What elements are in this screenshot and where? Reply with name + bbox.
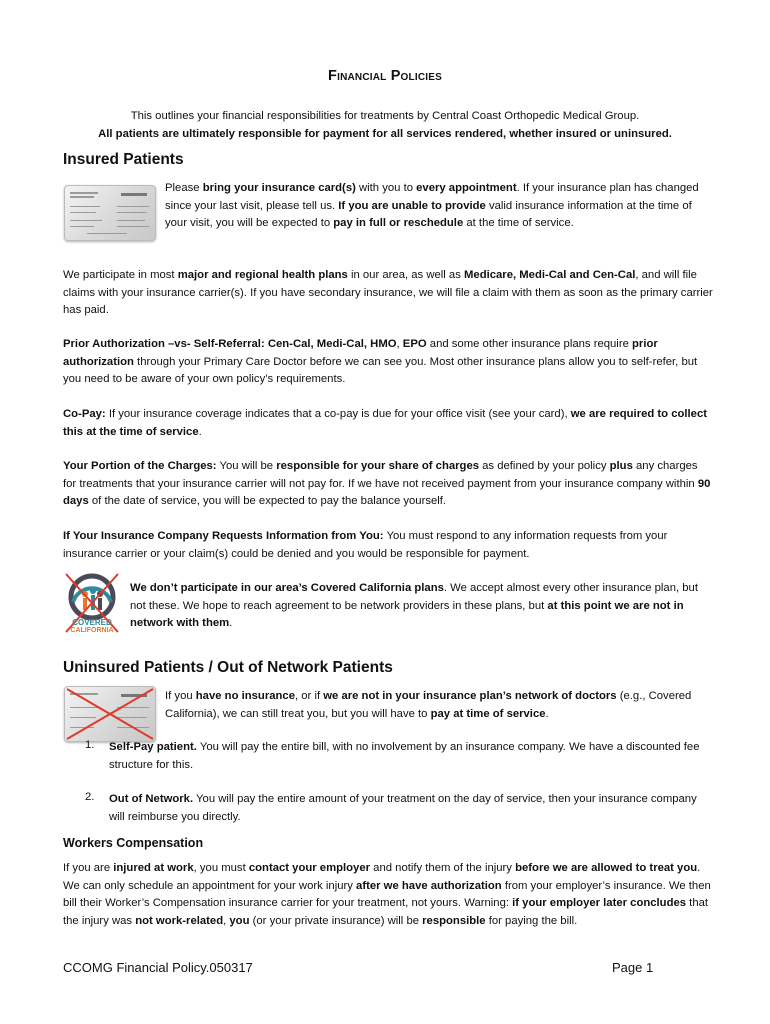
portion-of-charges-paragraph: Your Portion of the Charges: You will be responsible for your share of charges as defined by your policy plus any charges for treatments that your insurance carrier will not pay for. If we have not received payment from your insurance company within 90 days of the date of service, you will be expected to pay the balance yourself. [63, 460, 711, 508]
bring-card-paragraph: Please bring your insurance card(s) with you to every appointment. If your insurance plan has changed since your last visit, please tell us. If you are unable to provide valid insurance information at the time of your visit, you will be expected to pay in full or reschedule at the time of service. [165, 182, 699, 230]
intro-text: This outlines your financial responsibilities for treatments by Central Coast Orthopedic Medical Group. [130, 110, 640, 122]
footer-page-number: Page 1 [612, 960, 654, 975]
list-item: Self-Pay patient. You will pay the entire bill, with no involvement by an insurance company. We have a discounted fee structure for this. [109, 741, 700, 771]
uninsured-heading: Uninsured Patients / Out of Network Patients [63, 659, 393, 676]
workers-comp-paragraph: If you are injured at work, you must contact your employer and notify them of the injury before we are allowed to treat you. We can only schedule an appointment for your work injury after we have authorization from your employer’s insurance. We then bill their Worker’s Compensation insurance carrier for your treatment, not yours. Warning: if your employer later concludes that the injury was not work-related, you (or your private insurance) will be responsible for paying the bill. [63, 862, 711, 927]
crossed-insurance-card-image [64, 686, 156, 742]
cross-out-mark [65, 687, 155, 741]
logo-text-line2: CALIFORNIA [70, 627, 114, 634]
covered-california-paragraph: We don’t participate in our area’s Covered California plans. We accept almost every other insurance plan, but not these. We hope to reach agreement to be network providers in these plans, but at this point we are not in network with them. [130, 582, 698, 630]
workers-comp-heading: Workers Compensation [63, 836, 204, 850]
list-item-number: 2. [85, 791, 95, 803]
uninsured-paragraph: If you have no insurance, or if we are not in your insurance plan’s network of doctors (e.g., Covered California), we can still treat you, but you will have to pay at time of service. [165, 690, 692, 720]
footer-document-id: CCOMG Financial Policy.050317 [63, 960, 253, 975]
list-item: Out of Network. You will pay the entire amount of your treatment on the day of service, then your insurance company will reimburse you directly. [109, 793, 697, 823]
info-request-paragraph: If Your Insurance Company Requests Information from You: You must respond to any information requests from your insurance carrier or your claim(s) could be denied and you would be responsible for payment. [63, 530, 668, 560]
intro-bold-text: All patients are ultimately responsible for payment for all services rendered, whether insured or uninsured. [98, 128, 672, 140]
logo-text-line1: COVERED [72, 618, 112, 627]
prior-authorization-paragraph: Prior Authorization –vs- Self-Referral: Cen-Cal, Medi-Cal, HMO, EPO and some other insurance plans require prior authorization through your Primary Care Doctor before we can see you. Most other insurance plans allow you to self-refer, but you need to be aware of your own policy’s requirements. [63, 338, 698, 386]
title-text: Financial Policies [328, 68, 442, 84]
page-title [0, 68, 770, 84]
insured-heading: Insured Patients [63, 151, 184, 168]
plans-paragraph: We participate in most major and regional health plans in our area, as well as Medicare, Medi-Cal and Cen-Cal, and will file claims with your insurance carrier(s). If you have secondary insurance, we will file a claim with them as soon as the primary carrier has paid. [63, 269, 713, 317]
copay-paragraph: Co-Pay: If your insurance coverage indicates that a co-pay is due for your office visit (see your card), we are required to collect this at the time of service. [63, 408, 708, 438]
insurance-card-image [64, 185, 156, 241]
covered-california-logo [63, 572, 121, 636]
list-item-number: 1. [85, 739, 95, 751]
